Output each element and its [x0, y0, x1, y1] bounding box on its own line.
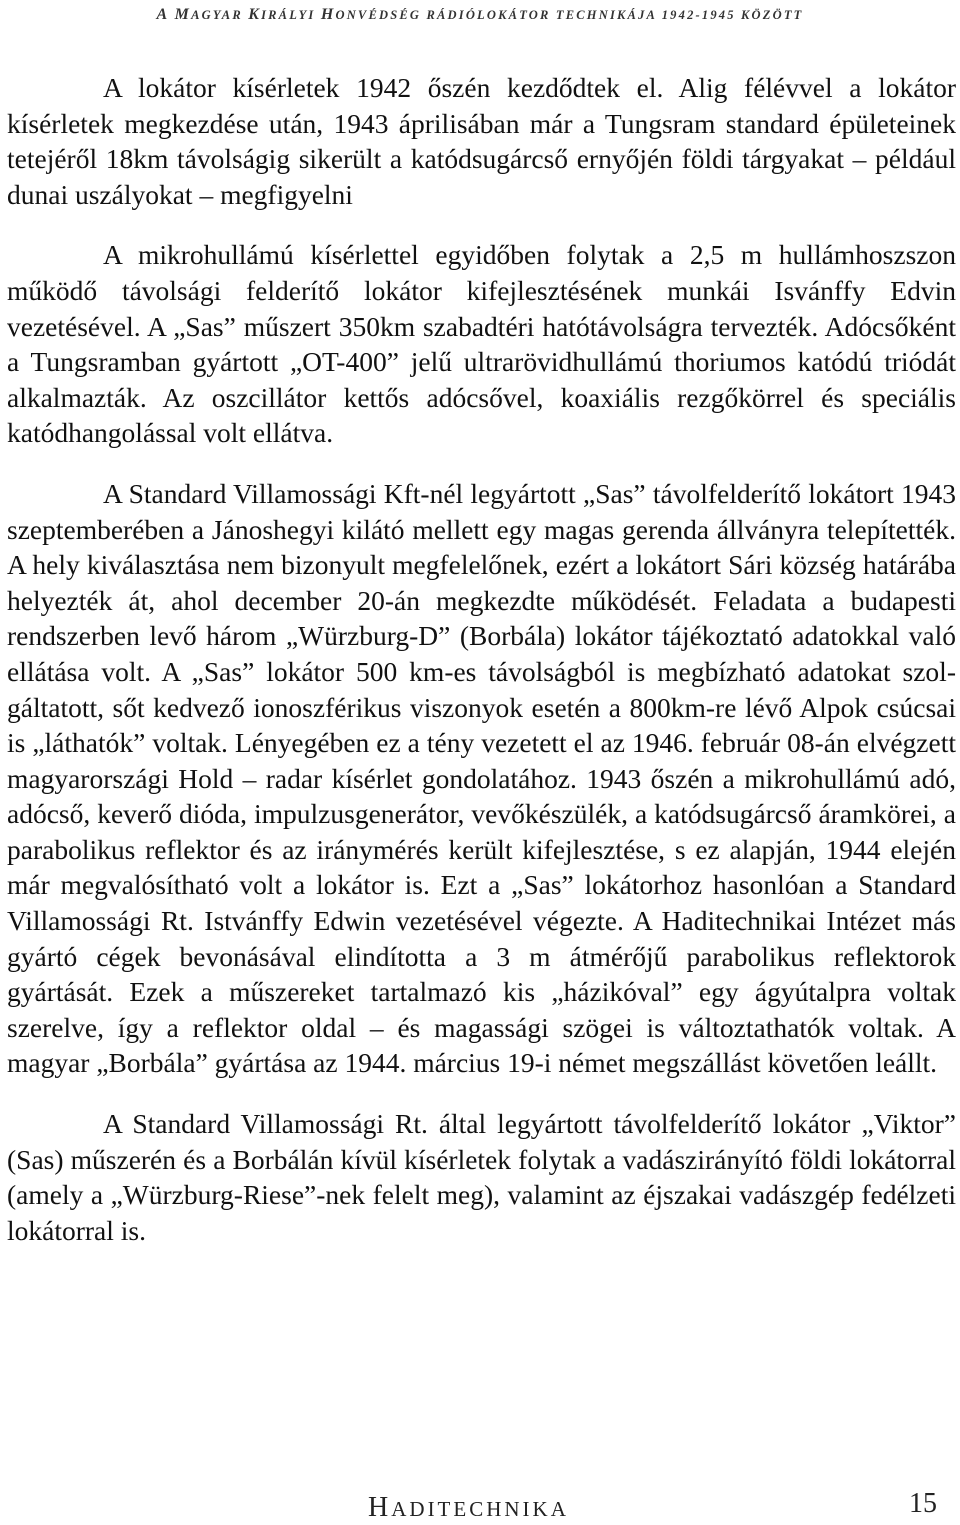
running-header-part: RÁDIÓLOKÁTOR TECHNIKÁJA 1942-1945 KÖZÖTT [426, 8, 804, 22]
running-header-part: M [174, 6, 192, 23]
journal-name-initial: H [368, 1492, 392, 1523]
running-header-part: H [320, 6, 336, 23]
paragraph: A mikrohullámú kísérlettel egyidőben folytak a 2,5 m hullámhoszszon működő távolsági felderítő lokátor kifejlesztésének munkái Isvánffy Edvin vezetésével. A „Sas” műszert 350km szabadtéri hatótávolságra tervezték. Adócsőként a Tungsramban gyártott „OT-400” jelű ultrarövidhullámú thoriumos katódú triódát alkalmazták. Az oszcillátor kettős adócsővel, koaxiális rezgőkörrel és speciális katódhangolással volt ellátva. [7, 239, 956, 449]
paragraph: A lokátor kísérletek 1942 őszén kezdődtek el. Alig félévvel a lokátor kísérletek megkezdése után, 1943 áprilisában már a Tungsram standard épületeinek tetejéről 18km távolságig sikerült a katódsugárcső ernyőjén földi tárgyakat – például dunai uszályokat – megfigyelni [7, 72, 956, 210]
page-number: 15 [909, 1488, 937, 1519]
running-header-part: A [156, 6, 175, 23]
running-header-part: AGYAR [191, 8, 249, 22]
running-header-part: ONVÉDSÉG [335, 8, 427, 22]
running-header [0, 6, 960, 24]
running-header-part: IRÁLYI [261, 8, 321, 22]
journal-name-rest: ADITECHNIKA [391, 1497, 569, 1521]
paragraph: A Standard Villamossági Rt. által legyártott távolfelderítő lokátor „Viktor” (Sas) műszerén és a Borbálán kívül kísérletek folytak a vadászirányító földi lokátorral (amely a „Würzburg-Riese”-nek felelt meg), valamint az éjszakai vadászgép fedélzeti lokátorral is. [7, 1108, 956, 1246]
journal-name [368, 1492, 569, 1524]
paragraph: A Standard Villamossági Kft-nél legyártott „Sas” távolfelderítő lokátort 1943 szeptemberében a Jánoshegyi kilátó mellett egy magas gerenda állványra telepítették. A hely kiválasztása nem bizonyult megfelelőnek, ezért a lokátort Sári község határába helyezték át, ahol december 20-án megkezdte működését. Feladata a budapesti rendszerben levő három „Würzburg-D” (Borbála) lokátor tájékoztató adatokkal való ellátása volt. A „Sas” lokátor 500 km-es távolságból is megbízható adatokat szolgáltatott, sőt kedvező ionoszférikus viszonyok esetén a 800km-re lévő Alpok csúcsai is „láthatók” voltak. Lényegében ez a tény vezetett el az 1946. február 08-án elvégzett magyarországi Hold – radar kísérlet gondolatához. 1943 őszén a mikrohullámú adó, adócső, keverő dióda, impulzusgenerátor, vevőkészülék, a katódsugárcső áramkörei, a parabolikus reflektor és az iránymérés került kifejlesztése, s ez alapján, 1944 elején már megvalósítható volt a lokátor is. Ezt a „Sas” lokátorhoz hasonlóan a Standard Villamossági Rt. Istvánffy Edwin vezetésével végezte. A Haditechnikai Intézet más gyártó cégek bevonásával elindította a 3 m átmérőjű parabolikus reflektorok gyártását. Ezek a műszereket tartalmazó kis „házikóval” egy ágyútalpra voltak szerelve, így a reflektor oldal – és magassági szögei is változtathatók voltak. A magyar „Borbála” gyártása az 1944. március 19-i német megszállást követően leállt. [7, 477, 956, 1079]
page-footer [0, 1488, 960, 1522]
running-header-part: K [248, 6, 262, 23]
article-body [7, 70, 956, 1248]
